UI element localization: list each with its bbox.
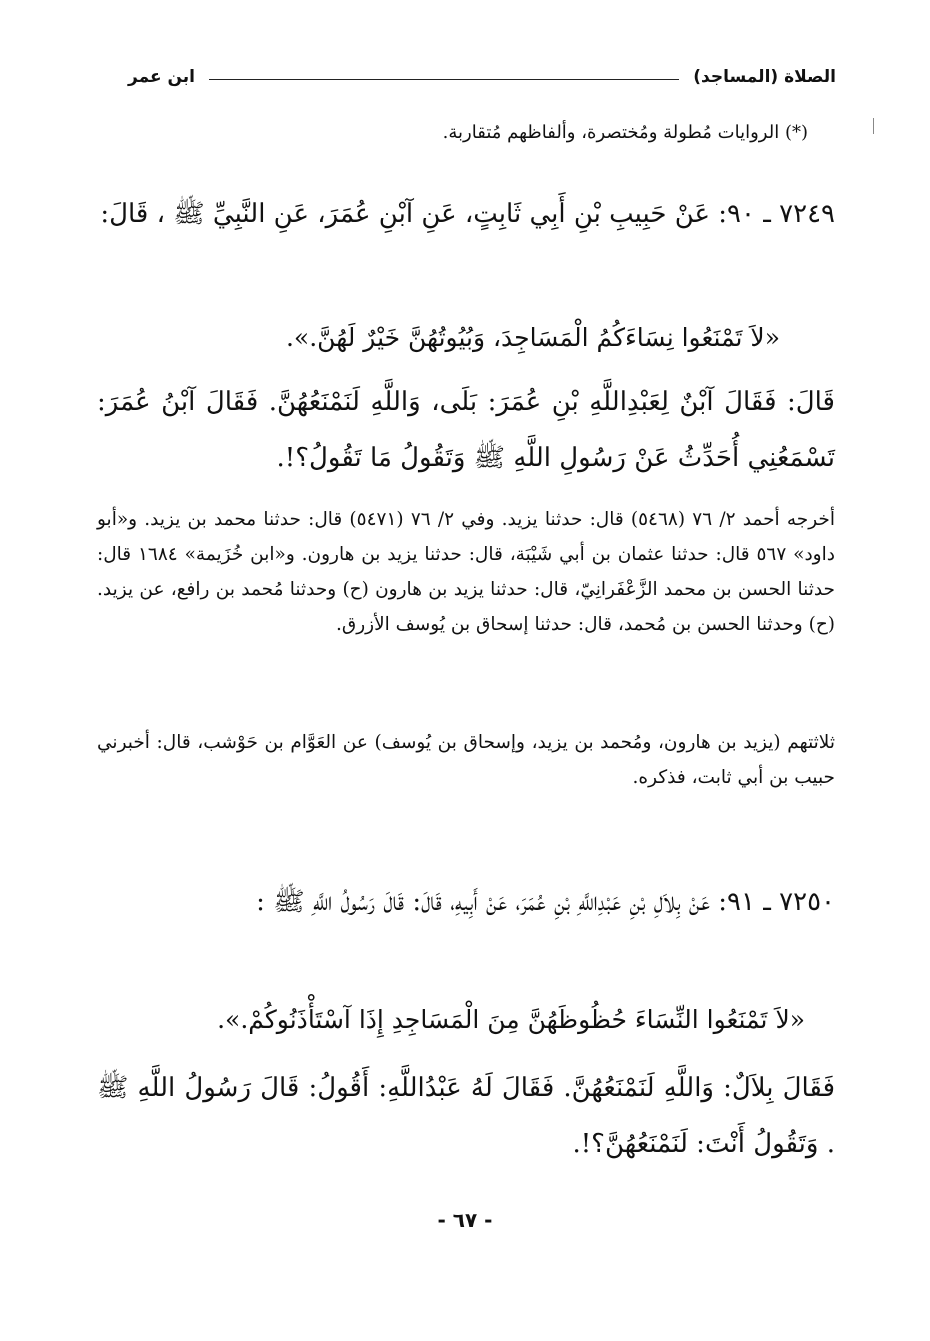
takhrij-7249-paragraph-1: أخرجه أحمد ٢/ ٧٦ (٥٤٦٨) قال: حدثنا يزيد. وفي ٢/ ٧٦ (٥٤٧١) قال: حدثنا محمد بن يزيد. و«أبو داود» ٥٦٧ قال: حدثنا عثمان بن أبي شَيْبَة، قال: حدثنا يزيد بن هارون. و«ابن خُزَيمة» ١٦٨٤ قال: حدثنا الحسن بن محمد الزَّعْفَرانِيّ، قال: حدثنا يزيد بن هارون (ح) وحدثنا مُحمد بن رافع، عن يزيد. (ح) وحدثنا الحسن بن مُحمد، قال: حدثنا إسحاق بن يُوسف الأزرق. xyxy=(97,509,835,635)
header-rule xyxy=(209,79,679,80)
hadith-7250-isnad: ٧٢٥٠ ـ ٩١: عَنْ بِلاَلِ بْنِ عَبْدِاللَّهِ بْنِ عُمَرَ، عَنْ أَبِيهِ، قَالَ: قَالَ رَسُولُ اللَّهِ ﷺ : xyxy=(256,887,835,917)
margin-mark xyxy=(873,118,874,134)
running-header xyxy=(128,62,836,92)
header-narrator: ابن عمر xyxy=(128,67,196,87)
page-number: - ٦٧ - xyxy=(437,1208,493,1232)
hadith-7250-matn: «لاَ تَمْنَعُوا النِّسَاءَ حُظُوظَهُنَّ مِنَ الْمَسَاجِدِ إِذَا آسْتَأْذَنُوكُمْ.». xyxy=(217,1005,805,1034)
hadith-7249-continuation: قَالَ: فَقَالَ آبْنٌ لِعَبْدِاللَّهِ بْنِ عُمَرَ: بَلَى، وَاللَّهِ لَنَمْنَعُهُنَّ. فَقَالَ آبْنُ عُمَرَ: تَسْمَعُنِي أُحَدِّثُ عَنْ رَسُولِ اللَّهِ ﷺ وَتَقُولُ مَا تَقُولُ؟!. xyxy=(97,387,835,473)
takhrij-7249-paragraph-2: ثلاثتهم (يزيد بن هارون، ومُحمد بن يزيد، وإسحاق بن يُوسف) عن العَوَّام بن حَوْشب، قال: أخبرني حبيب بن أبي ثابت، فذكره. xyxy=(97,732,835,788)
hadith-7250-continuation: فَقَالَ بِلاَلٌ: وَاللَّهِ لَنَمْنَعُهُنَّ. فَقَالَ لَهُ عَبْدُاللَّهِ: أَقُولُ: قَالَ رَسُولُ اللَّهِ ﷺ . وَتَقُولُ أَنْتَ: لَنَمْنَعُهُنَّ؟!. xyxy=(97,1073,835,1159)
header-section-title: الصلاة (المساجد) xyxy=(693,67,836,87)
hadith-7249-isnad: ٧٢٤٩ ـ ٩٠: عَنْ حَبِيبِ بْنِ أَبِي ثَابِتٍ، عَنِ آبْنِ عُمَرَ، عَنِ النَّبِيِّ ﷺ ، قَالَ: xyxy=(100,199,835,229)
top-note: (*) الروايات مُطولة ومُختصرة، وألفاظهم مُتقاربة. xyxy=(442,122,808,143)
hadith-7249-matn: «لاَ تَمْنَعُوا نِسَاءَكُمُ الْمَسَاجِدَ، وَبُيُوتُهُنَّ خَيْرٌ لَهُنَّ.». xyxy=(285,323,780,352)
